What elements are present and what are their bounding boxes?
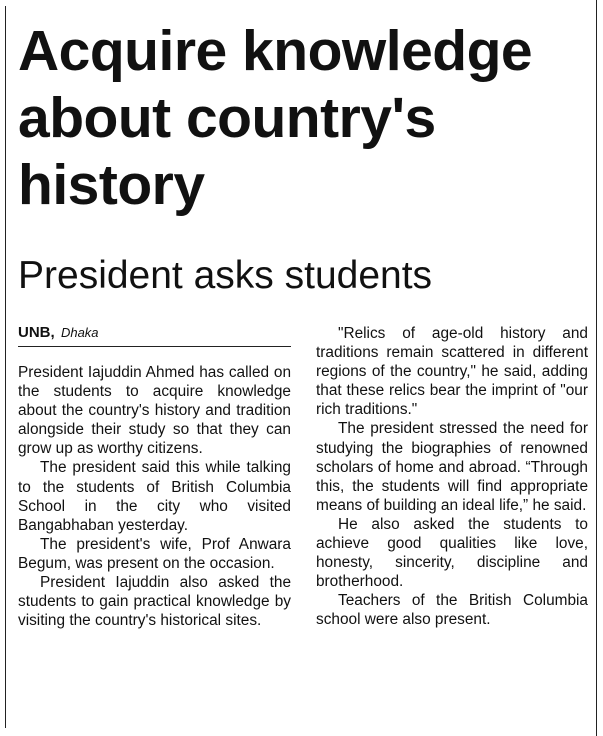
byline-place: Dhaka	[60, 325, 99, 340]
paragraph: He also asked the students to achieve good qualities like love, honesty, sincerity, discipline and brotherhood.	[316, 515, 588, 591]
column-rule-right	[596, 0, 597, 736]
paragraph: President Iajuddin Ahmed has called on the students to acquire knowledge about the country's history and tradition alongside their study so that they can grow up as worthy citizens.	[18, 364, 291, 458]
byline	[18, 322, 291, 347]
paragraph: Teachers of the British Columbia school were also present.	[316, 592, 588, 629]
column-rule-left	[5, 6, 6, 728]
paragraph: "Relics of age-old history and traditions remain scattered in different regions of the country," he said, adding that these relics bear the imprint of "our rich traditions."	[316, 325, 588, 419]
paragraph: President Iajuddin also asked the students to gain practical knowledge by visiting the country's historical sites.	[18, 574, 291, 630]
headline: Acquire knowledge about country's history	[18, 19, 533, 217]
article-column-left	[18, 322, 291, 630]
subheadline: President asks students	[18, 254, 433, 297]
paragraph: The president stressed the need for studying the biographies of renowned scholars of home and abroad. “Through this, the students will find appropriate means of building an ideal life,” he said.	[316, 420, 588, 514]
byline-agency: UNB,	[18, 324, 55, 341]
article-column-right	[316, 324, 588, 630]
paragraph: The president's wife, Prof Anwara Begum, was present on the occasion.	[18, 535, 291, 572]
paragraph: The president said this while talking to the students of British Columbia School in the city who visited Bangabhaban yesterday.	[18, 459, 291, 534]
